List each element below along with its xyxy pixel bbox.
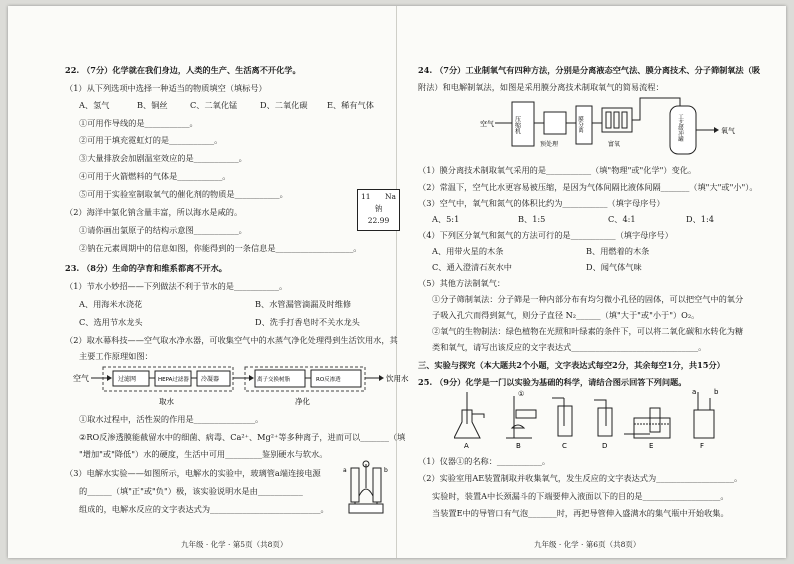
q22-item-2: ②可用于填充霓虹灯的是___________。: [79, 135, 223, 145]
q24-3-option-a: A、5:1: [432, 214, 460, 224]
svg-text:b: b: [384, 467, 388, 474]
atomic-mass: 22.99: [367, 216, 390, 225]
process-enriched-label: 富氧: [608, 141, 621, 148]
q23-option-b: B、水管漏管滴漏及时维修: [255, 299, 352, 309]
process-compressor-label: 压缩机: [513, 116, 521, 134]
buffer-tank: [670, 106, 696, 154]
apparatus-f: [694, 410, 714, 438]
process-pretreat-label: 预处理: [540, 141, 559, 148]
flow-box-4-label: 离子交换树脂: [257, 377, 291, 383]
process-input-label: 空气: [480, 120, 494, 128]
q23-part2-2b: "增加"或"降低"）水的硬度，生活中可用_________鉴别硬水与软水。: [79, 449, 328, 459]
page-5: [65, 6, 425, 558]
q24-4-option-b: B、用燃着的木条: [586, 246, 650, 256]
q24-3-option-d: D、1:4: [686, 214, 714, 224]
q22-option-d: D、二氧化碳: [260, 100, 308, 110]
q25-part1: （1）仪器①的名称：___________。: [418, 456, 551, 466]
flow-box-5-label: RO反渗透: [316, 377, 341, 383]
q24-title-cont: 附法）和电解制氧法，如图是采用膜分离技术制取氧气的简易流程：: [418, 82, 664, 92]
q24-part5-2a: ②氧气的生物制法：绿色植物在光照和叶绿素的条件下，可以将二氧化碳和水转化为糖: [432, 326, 744, 336]
q22-item-1: ①可用作导线的是___________。: [79, 118, 198, 128]
apparatus-e: [634, 418, 670, 438]
q25-part2b: 实验时，装置A中长颈漏斗的下端要伸入液面以下的目的是___________________。: [432, 491, 729, 501]
q24-part2: （2）常温下，空气比水更容易被压缩，是因为气体间隔比液体间隔_______（填"大"或"小"）。: [418, 182, 758, 192]
q24-part5-1b: 子吸入孔穴而得到氮气，则分子直径 N₂______（填"大于"或"小于"）O₂。: [432, 310, 700, 320]
element-symbol: Na: [384, 192, 396, 201]
pretreatment: [544, 112, 566, 134]
q24-3-option-b: B、1:5: [518, 214, 546, 224]
label-f: F: [700, 442, 705, 448]
q24-part3: （3）空气中，氧气和氮气的体积比约为___________（填字母序号）: [418, 198, 665, 208]
element-name: 钠: [374, 204, 383, 213]
q24-part5-2b: 类和氧气，请写出该反应的文字表达式_______________________________。: [432, 342, 707, 352]
mark-b: b: [714, 388, 719, 396]
water-purifier-diagram: [73, 364, 413, 410]
q24-4-option-c: C、通入澄清石灰水中: [432, 262, 512, 272]
flow-output-label: 饮用水: [386, 374, 409, 383]
q23-part3a: （3）电解水实验——如图所示，电解水的实验中，玻璃管a端连接电源: [65, 468, 321, 478]
electrolysis-apparatus: [337, 460, 397, 518]
mark-circle-1: ①: [518, 390, 525, 398]
q23-part1: （1）节水小妙招——下列做法不利于节水的是___________。: [65, 281, 288, 291]
q24-part5: （5）其他方法制氧气：: [418, 278, 506, 288]
q24-4-option-d: D、闻气体气味: [586, 262, 642, 272]
q22-part1: （1）从下列选项中选择一种适当的物质填空（填标号）: [65, 83, 267, 93]
apparatus-b: [516, 410, 536, 418]
q22-option-c: C、二氧化锰: [190, 100, 238, 110]
flow-box-2-label: HEPA过滤器: [158, 377, 189, 383]
section-3-heading: 三、实验与探究（本大题共2个小题，文字表达式每空2分，其余每空1分，共15分）: [418, 360, 725, 370]
mark-a: a: [692, 388, 697, 396]
apparatus-c: [558, 406, 572, 436]
lab-apparatus-figure: [454, 388, 744, 448]
q24-title: 24. （7分）工业制氧气有四种方法，分别是分离液态空气法、膜分离技术、分子筛制氧法（吸: [418, 65, 761, 75]
svg-text:a: a: [343, 467, 347, 474]
footer-page-5: 九年级 · 化学 · 第5页（共8页）: [181, 540, 288, 549]
q25-part2c: 当装置E中的导管口有气泡_______时，再把导管伸入盛满水的集气瓶中开始收集。: [432, 508, 729, 518]
label-e: E: [649, 442, 654, 448]
q23-option-d: D、洗手打香皂时不关水龙头: [255, 317, 360, 327]
process-output-label: 氧气: [721, 127, 735, 135]
flow-stage-label-collect: 取水: [159, 397, 174, 406]
exam-sheet: [8, 6, 786, 558]
q23-part2: （2）取水幕科技——空气取水净水器，可收集空气中的水蒸气净化处理得到生活饮用水，其: [65, 335, 398, 345]
q22-item-3: ③大量排放会加剧温室效应的是___________。: [79, 153, 247, 163]
q24-3-option-c: C、4:1: [608, 214, 636, 224]
q24-part5-1a: ①分子筛制氧法：分子筛是一种内部分布有均匀微小孔径的固体，可以把空气中的氧分: [432, 294, 744, 304]
q22-option-e: E、稀有气体: [327, 100, 374, 110]
q25-part2: （2）实验室用AE装置制取并收集氧气，发生反应的文字表达式为___________________。: [418, 473, 743, 483]
footer-page-6: 九年级 · 化学 · 第6页（共8页）: [534, 540, 641, 549]
q25-title: 25. （9分）化学是一门以实验为基础的科学，请结合图示回答下列问题。: [418, 377, 687, 387]
q22-title: 22. （7分）化学就在我们身边，人类的生产、生活离不开化学。: [65, 65, 301, 75]
q22-part2: （2）海洋中氯化钠含量丰富，所以海水是咸的。: [65, 207, 243, 217]
q22-option-b: B、铜丝: [137, 100, 168, 110]
q22-item-4: ④可用于火箭燃料的气体是___________。: [79, 171, 231, 181]
flow-box-1-label: 过滤网: [118, 376, 137, 383]
q22-part2a: ①请你画出氯原子的结构示意图___________。: [79, 225, 247, 235]
flow-box-3-label: 冷凝器: [201, 376, 220, 383]
flow-stage-label-purify: 净化: [295, 397, 310, 406]
q23-part2-1: ①取水过程中，活性炭的作用是_______________。: [79, 414, 264, 424]
atomic-number: 11: [361, 192, 371, 201]
q23-option-a: A、用海米水浇花: [79, 299, 143, 309]
q23-part2-cont: 主要工作原理如图：: [79, 351, 153, 361]
page-6: [418, 6, 778, 558]
q22-item-5: ⑤可用于实验室制取氧气的催化剂的物质是___________。: [79, 189, 288, 199]
process-tank-label: 工艺缓冲罐: [677, 114, 683, 142]
apparatus-d: [598, 408, 612, 436]
q24-part1: （1）膜分离技术制取氧气采用的是___________（填"物理"或"化学"）变化。: [418, 165, 697, 175]
membrane-process-diagram: [480, 92, 740, 162]
label-c: C: [562, 442, 567, 448]
q23-part2-2a: ②RO反渗透膜能截留水中的细菌、病毒、Ca²⁺、Mg²⁺等多种离子，进而可以_______（填: [79, 432, 406, 442]
q24-part4: （4）下列区分氧气和氮气的方法可行的是___________（填字母序号）: [418, 230, 673, 240]
process-membrane-label: 膜分离: [577, 116, 583, 133]
q23-title: 23. （8分）生命的孕育和维系都离不开水。: [65, 263, 227, 273]
q23-part3c: 组成的，电解水反应的文字表达式为___________________________。: [79, 504, 329, 514]
q23-part3b: 的______（填"正"或"负"）极，该实验说明水是由___________: [79, 486, 303, 496]
label-d: D: [602, 442, 608, 448]
label-a: A: [464, 442, 469, 448]
q24-4-option-a: A、用带火星的木条: [432, 246, 504, 256]
label-b: B: [516, 442, 521, 448]
q22-option-a: A、氢气: [79, 100, 110, 110]
flow-input-label: 空气: [73, 374, 89, 383]
q23-option-c: C、选用节水龙头: [79, 317, 143, 327]
q22-part2b: ②钠在元素周期中的信息如图，你能得到的一条信息是___________________。: [79, 243, 362, 253]
sodium-element-card: [357, 189, 400, 231]
